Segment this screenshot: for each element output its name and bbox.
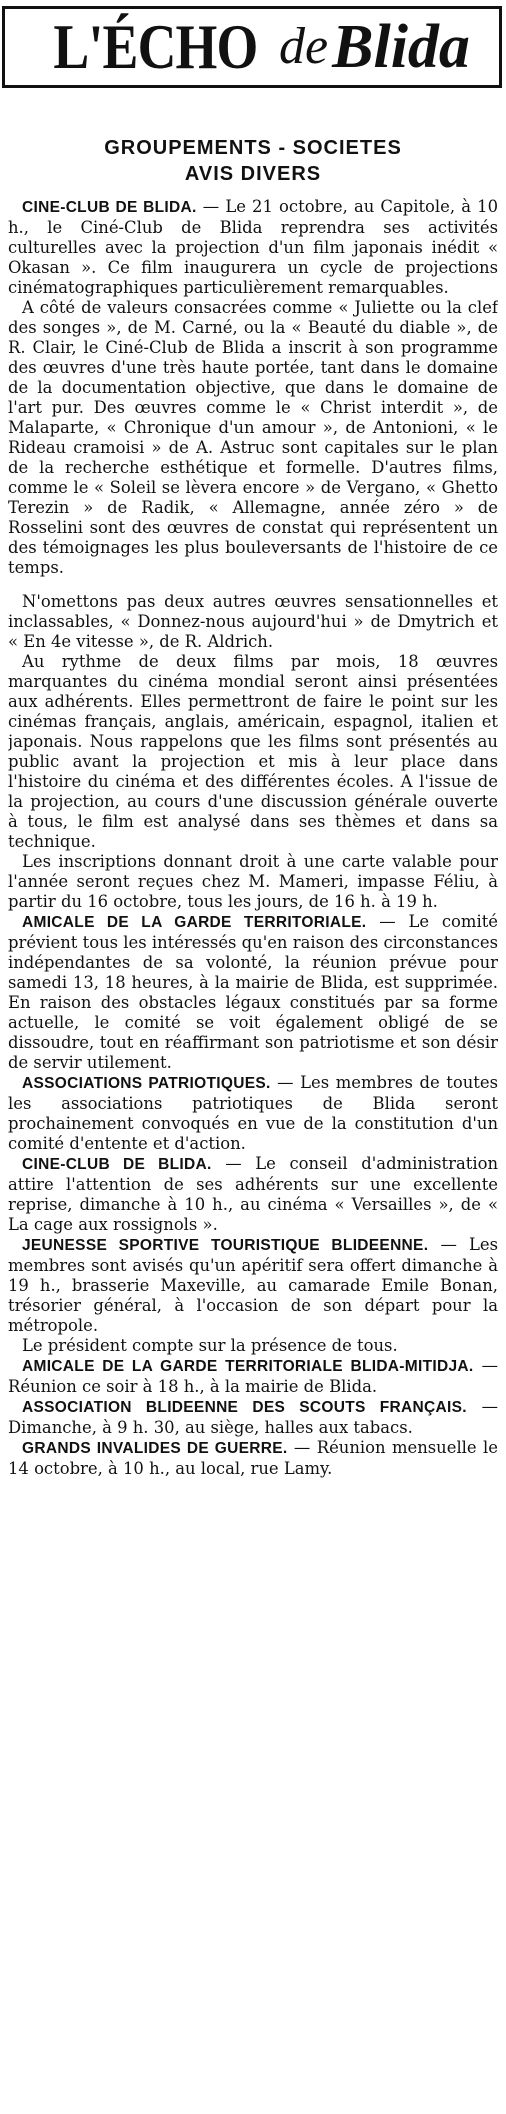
notice-paragraph: Au rythme de deux films par mois, 18 œuvres marquantes du cinéma mondial seront ainsi présentées aux adhérents. Elles permettront de faire le point sur les cinémas français, anglais, américain, espagnol, italien et japonais. Nous rappelons que les films sont présentés au public avant la projection et mis à leur place dans l'histoire du cinéma et des différentes écoles. A l'issue de la projection, au cours d'une discussion générale ouverte à tous, le film est analysé dans ses thèmes et dans sa technique.: [8, 652, 498, 851]
notice-paragraph: N'omettons pas deux autres œuvres sensationnelles et inclassables, « Donnez-nous aujourd'hui » de Dmytrich et « En 4e vitesse », de R. Aldrich.: [8, 592, 498, 651]
notice-text: — Le comité prévient tous les intéressés qu'en raison des circonstances indépendantes de sa volonté, la réunion prévue pour samedi 13, 18 heures, à la mairie de Blida, est supprimée. En raison des obstacles légaux constitués par sa forme actuelle, le comité se voit également obligé de se dissoudre, tout en réaffirmant son patriotisme et son désir de servir utilement.: [8, 912, 498, 1072]
notice-paragraph: [8, 1356, 498, 1397]
masthead-title: L'ÉCHO: [53, 11, 258, 82]
notice-title: CINE-CLUB DE BLIDA.: [22, 199, 197, 216]
notice-paragraph: A côté de valeurs consacrées comme « Juliette ou la clef des songes », de M. Carné, ou la « Beauté du diable », de R. Clair, le Ciné-Club de Blida a inscrit à son programme des œuvres d'une très haute portée, tant dans le domaine de la documentation objective, que dans le domaine de l'art pur. Des œuvres comme le « Christ interdit », de Malaparte, « Chronique d'un amour », de Antonioni, « le Rideau cramoisi » de A. Astruc sont capitales sur le plan de la recherche esthétique et formelle. D'autres films, comme le « Soleil se lèvera encore » de Vergano, « Ghetto Terezin » de Radik, « Allemagne, année zéro » de Rosselini sont des œuvres de constat qui représentent un des témoignages les plus bouleversants de l'histoire de ce temps.: [8, 298, 498, 577]
notice-title: ASSOCIATION BLIDEENNE DES SCOUTS FRANÇAIS.: [22, 1399, 467, 1416]
notice-text: — Le 21 octobre, au Capitole, à 10 h., le Ciné-Club de Blida reprendra ses activités culturelles avec la projection d'un film japonais inédit « Okasan ». Ce film inaugurera un cycle de projections cinématographiques particulièrement remarquables.: [8, 197, 498, 297]
notice-title: CINE-CLUB DE BLIDA.: [22, 1156, 212, 1173]
notice-title: JEUNESSE SPORTIVE TOURISTIQUE BLIDEENNE.: [22, 1237, 429, 1254]
notice-paragraph: Le président compte sur la présence de tous.: [22, 1336, 398, 1355]
notice-paragraph: [8, 1235, 498, 1336]
notice-paragraph: [8, 1154, 498, 1235]
notice-paragraph: [8, 1438, 498, 1479]
notice-title: ASSOCIATIONS PATRIOTIQUES.: [22, 1075, 271, 1092]
notice-paragraph: Les inscriptions donnant droit à une carte valable pour l'année seront reçues chez M. Mameri, impasse Féliu, à partir du 16 octobre, tous les jours, de 16 h. à 19 h.: [8, 852, 498, 911]
notice-title: AMICALE DE LA GARDE TERRITORIALE.: [22, 914, 367, 931]
notice-paragraph: [8, 1073, 498, 1154]
notice-text: — Réunion ce soir à 18 h., à la mairie de Blida.: [8, 1356, 498, 1396]
notices-column: [8, 197, 498, 2109]
masthead: [2, 6, 502, 88]
notice-text: — Les membres sont avisés qu'un apéritif sera offert dimanche à 19 h., brasserie Maxeville, au camarade Emile Bonan, trésorier général, à l'occasion de son départ pour la métropole.: [8, 1235, 498, 1335]
notice-text: — Réunion mensuelle le 14 octobre, à 10 h., au local, rue Lamy.: [8, 1438, 498, 1478]
notice-title: GRANDS INVALIDES DE GUERRE.: [22, 1440, 288, 1457]
masthead-city: Blida: [332, 13, 470, 81]
masthead-de: de: [279, 18, 329, 75]
notice-title: AMICALE DE LA GARDE TERRITORIALE BLIDA-MITIDJA.: [22, 1358, 474, 1375]
section-heading-line2: AVIS DIVERS: [184, 163, 322, 185]
notice-text: — Les membres de toutes les associations patriotiques de Blida seront prochainement convoqués en vue de la constitution d'un comité d'entente et d'action.: [8, 1073, 498, 1153]
notice-text: — Dimanche, à 9 h. 30, au siège, halles aux tabacs.: [8, 1397, 498, 1437]
paragraph-gap: [8, 578, 498, 592]
notice-paragraph: [8, 912, 498, 1073]
notice-text: — Le conseil d'administration attire l'attention de ses adhérents sur une excellente reprise, dimanche à 10 h., au cinéma « Versailles », de « La cage aux rossignols ».: [8, 1154, 498, 1234]
notice-paragraph: [8, 197, 498, 298]
section-heading-line1: GROUPEMENTS - SOCIETES: [104, 137, 402, 159]
notice-paragraph: [8, 1397, 498, 1438]
